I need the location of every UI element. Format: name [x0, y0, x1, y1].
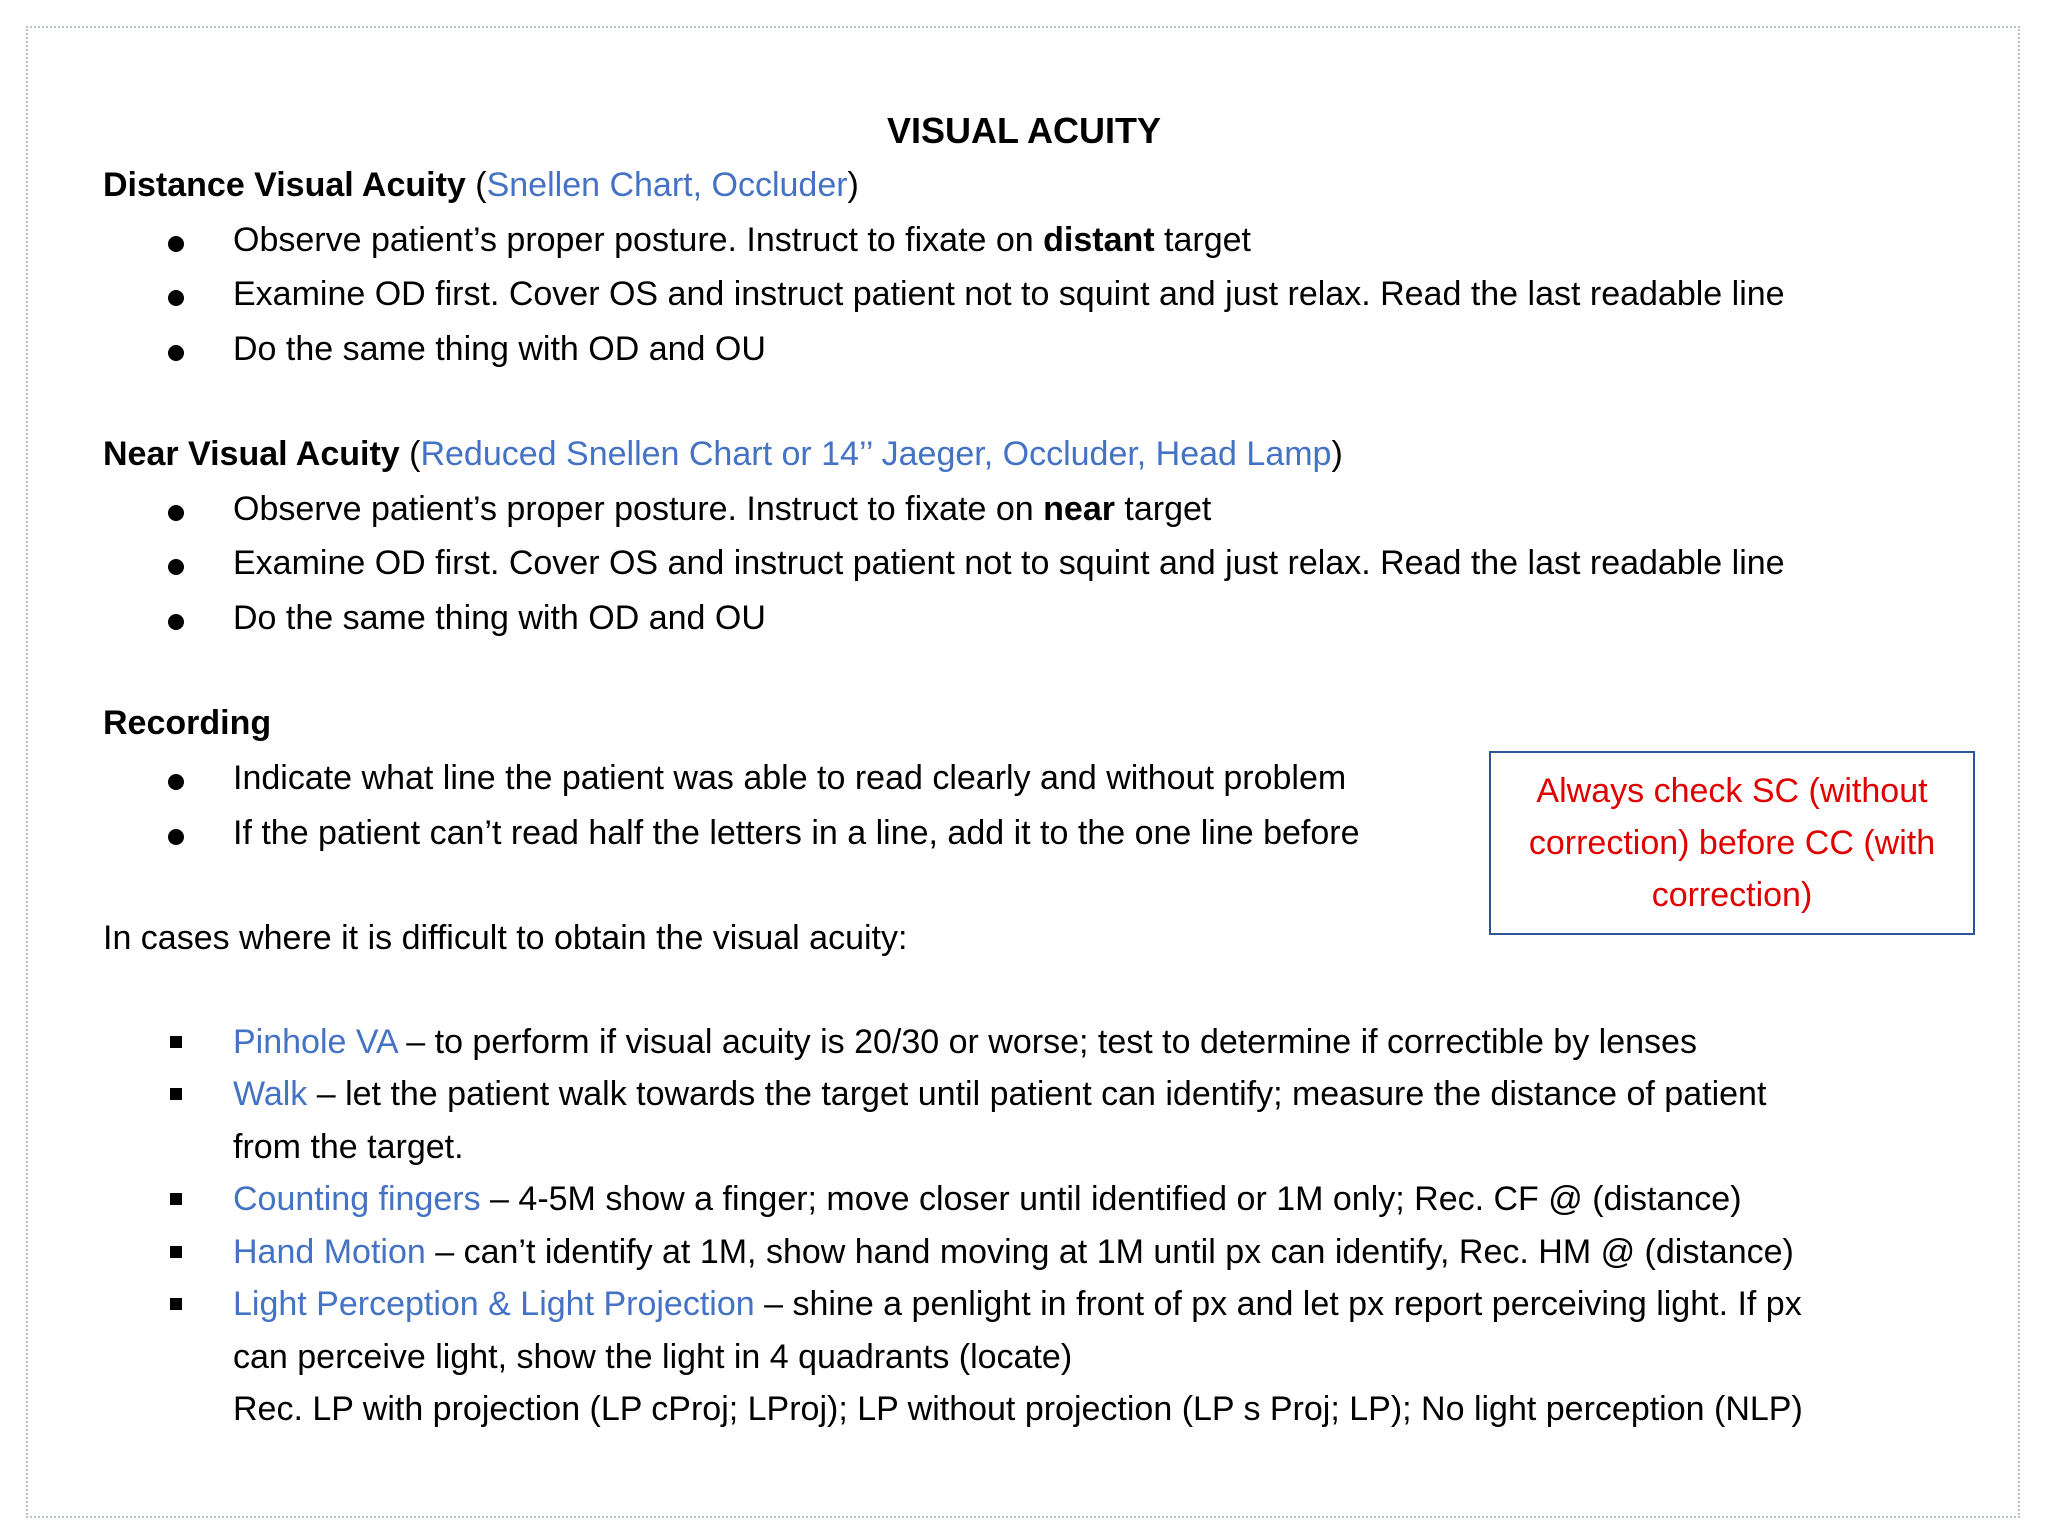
square-bullet-icon [170, 1036, 182, 1048]
near-bullet-1-text-a: Observe patient’s proper posture. Instruct to fixate on [233, 490, 1044, 528]
distance-section-header [103, 163, 859, 207]
recording-bullet-1: Indicate what line the patient was able to read clearly and without problem [233, 759, 1347, 797]
near-paren-open: ( [399, 435, 421, 473]
method-walk [233, 1072, 1766, 1116]
square-bullet-icon [170, 1246, 182, 1258]
pinhole-text: – to perform if visual acuity is 20/30 or worse; test to determine if correctible by lenses [396, 1023, 1697, 1061]
hm-term: Hand Motion [233, 1233, 426, 1271]
near-bullet-1-bold: near [1043, 490, 1115, 528]
hm-text: – can’t identify at 1M, show hand moving at 1M until px can identify, Rec. HM @ (distance) [425, 1233, 1794, 1271]
near-section-header [103, 432, 1343, 476]
method-light-perception [233, 1282, 1802, 1326]
cf-text: – 4-5M show a finger; move closer until identified or 1M only; Rec. CF @ (distance) [480, 1180, 1742, 1218]
near-bullet-1-text-b: target [1114, 490, 1212, 528]
near-equipment: Reduced Snellen Chart or 14’’ Jaeger, Occluder, Head Lamp [420, 435, 1332, 473]
bullet-icon [168, 774, 184, 790]
bullet-icon [168, 505, 184, 521]
distance-bullet-1-bold: distant [1043, 221, 1155, 259]
recording-bullet-2: If the patient can’t read half the letters in a line, add it to the one line before [233, 814, 1360, 852]
square-bullet-icon [170, 1298, 182, 1310]
near-bullet-3: Do the same thing with OD and OU [233, 599, 766, 637]
bullet-icon [168, 290, 184, 306]
method-counting-fingers [233, 1177, 1742, 1221]
method-light-perception-recording: Rec. LP with projection (LP cProj; LProj); LP without projection (LP s Proj; LP); No light perception (NLP) [233, 1390, 1803, 1428]
walk-term: Walk [233, 1075, 308, 1113]
near-bullet-1 [233, 487, 1211, 531]
difficult-intro: In cases where it is difficult to obtain the visual acuity: [103, 919, 908, 957]
distance-paren-open: ( [465, 166, 487, 204]
near-bullet-2: Examine OD first. Cover OS and instruct patient not to squint and just relax. Read the last readable line [233, 544, 1785, 582]
bullet-icon [168, 236, 184, 252]
square-bullet-icon [170, 1193, 182, 1205]
bullet-icon [168, 559, 184, 575]
distance-heading: Distance Visual Acuity [103, 166, 466, 204]
pinhole-term: Pinhole VA [233, 1023, 397, 1061]
distance-bullet-2: Examine OD first. Cover OS and instruct patient not to squint and just relax. Read the last readable line [233, 275, 1785, 313]
bullet-icon [168, 345, 184, 361]
method-hand-motion [233, 1230, 1794, 1274]
distance-bullet-1 [233, 218, 1251, 262]
distance-bullet-3: Do the same thing with OD and OU [233, 330, 766, 368]
lp-text: – shine a penlight in front of px and let px report perceiving light. If px [754, 1285, 1802, 1323]
distance-equipment: Snellen Chart, Occluder [486, 166, 848, 204]
near-heading: Near Visual Acuity [103, 435, 400, 473]
method-light-perception-continued: can perceive light, show the light in 4 quadrants (locate) [233, 1338, 1073, 1376]
method-pinhole [233, 1020, 1697, 1064]
distance-bullet-1-text-a: Observe patient’s proper posture. Instruct to fixate on [233, 221, 1044, 259]
distance-bullet-1-text-b: target [1154, 221, 1251, 259]
distance-paren-close: ) [847, 166, 859, 204]
method-walk-continued: from the target. [233, 1128, 464, 1166]
bullet-icon [168, 614, 184, 630]
square-bullet-icon [170, 1088, 182, 1100]
near-paren-close: ) [1331, 435, 1343, 473]
walk-text: – let the patient walk towards the target until patient can identify; measure the distance of patient [307, 1075, 1767, 1113]
lp-term: Light Perception & Light Projection [233, 1285, 755, 1323]
recording-heading: Recording [103, 704, 272, 742]
page-title: VISUAL ACUITY [886, 110, 1162, 151]
cf-term: Counting fingers [233, 1180, 481, 1218]
reminder-callout: Always check SC (without correction) before CC (with correction) [1489, 751, 1975, 935]
bullet-icon [168, 829, 184, 845]
